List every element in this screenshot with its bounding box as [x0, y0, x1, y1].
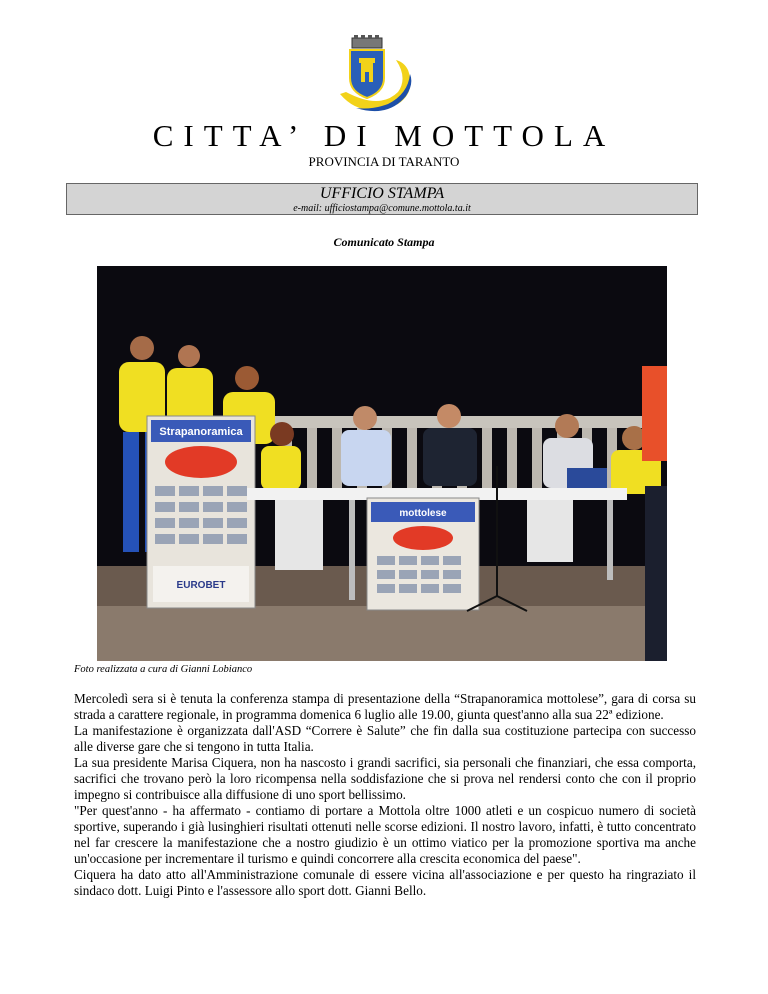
press-office-box	[66, 183, 698, 215]
province-label: PROVINCIA DI TARANTO	[308, 154, 460, 169]
table-poster-subtitle-text: mottolese	[399, 508, 447, 519]
paragraph: "Per quest'anno - ha affermato - contiamo di portare a Mottola oltre 1000 atleti e un cospicuo numero di società sportive, superando i già lusinghieri risultati ottenuti nelle scorse edizioni. Il nostro lavoro, infatti, è tutto concentrato nel far crescere la manifestazione che a nostro giudizio è un ottimo viatico per la promozione sportiva ma anche un'occasione per incrementare il turismo e quindi concorrere alla crescita economica del paese".	[74, 803, 696, 866]
poster-sponsor-text: EUROBET	[176, 580, 226, 591]
paragraph: Mercoledì sera si è tenuta la conferenza stampa di presentazione della “Strapanoramica mottolese”, gara di corsa su strada a carattere regionale, in programma domenica 6 luglio alle 19.00, giunta quest'anno alla sua 22ª edizione.	[74, 691, 696, 722]
photo-caption: Foto realizzata a cura di Gianni Lobianco	[74, 664, 253, 675]
press-office-title: UFFICIO STAMPA	[319, 185, 445, 202]
press-conference-photo	[97, 266, 667, 661]
paragraph: La manifestazione è organizzata dall'ASD “Correre è Salute” che fin dalla sua costituzione partecipa con successo alle diverse gare che si tengono in tutta Italia.	[74, 723, 696, 754]
press-office-email: e-mail: ufficiostampa@comune.mottola.ta.it	[293, 203, 471, 214]
city-title: CITTA’ DI MOTTOLA	[152, 118, 616, 153]
paragraph: La sua presidente Marisa Ciquera, non ha nascosto i grandi sacrifici, sia personali che finanziari, che essa comporta, sacrifici che trovano però la loro ricompensa nella soddisfazione che si prova nel rendersi conto che con il proprio impegno si contribuisce alla diffusione di uno sport bellissimo.	[74, 755, 696, 802]
paragraph: Ciquera ha dato atto all'Amministrazione comunale di essere vicina all'associazione e per questo ha ringraziato il sindaco dott. Luigi Pinto e l'assessore allo sport dott. Gianni Bello.	[74, 867, 696, 898]
city-crest-icon	[332, 34, 416, 118]
document-type-heading: Comunicato Stampa	[333, 235, 435, 249]
article-body	[74, 691, 696, 899]
poster-title-text: Strapanoramica	[159, 426, 243, 438]
